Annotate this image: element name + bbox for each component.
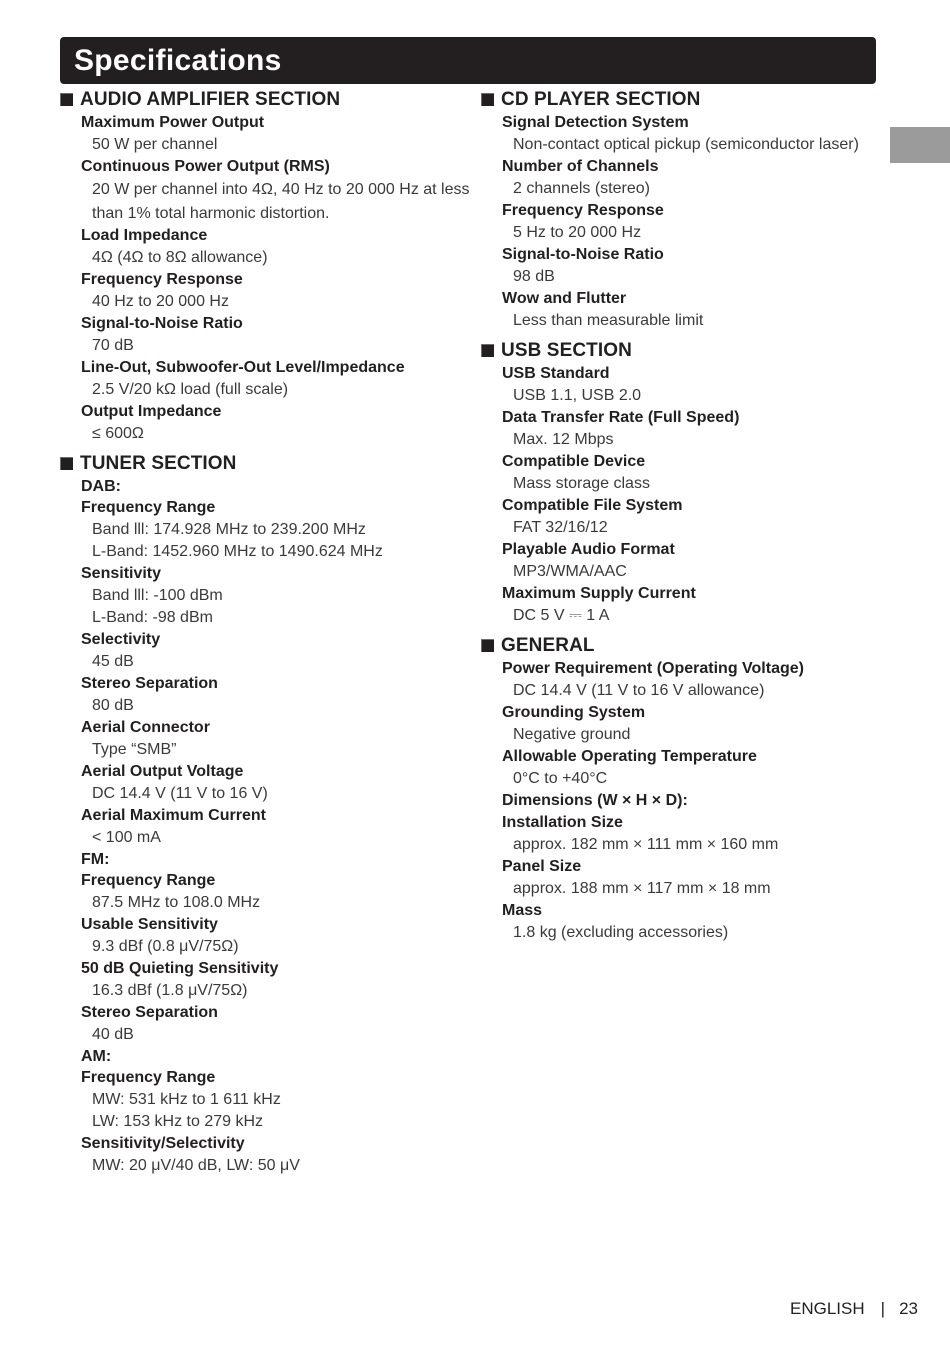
spec-value: 20 W per channel into 4Ω, 40 Hz to 20 000 Hz at less than 1% total harmonic distortion. xyxy=(92,181,470,222)
spec-label: Maximum Supply Current xyxy=(502,585,696,602)
section-heading xyxy=(60,451,470,476)
spec-item xyxy=(60,805,470,849)
spec-label: Aerial Output Voltage xyxy=(81,763,244,780)
usb-section xyxy=(481,338,881,627)
spec-list xyxy=(60,870,470,1046)
spec-item xyxy=(481,156,881,200)
spec-value: 2 channels (stereo) xyxy=(513,180,650,197)
spec-label: Line-Out, Subwoofer-Out Level/Impedance xyxy=(81,359,405,376)
spec-item xyxy=(60,1067,470,1133)
section-heading xyxy=(60,87,470,112)
spec-label: Sensitivity/Selectivity xyxy=(81,1135,245,1152)
section-heading xyxy=(481,338,881,363)
spec-item xyxy=(60,225,470,269)
spec-item xyxy=(481,451,881,495)
square-bullet-icon xyxy=(481,93,494,106)
spec-label: Continuous Power Output (RMS) xyxy=(81,158,330,175)
spec-value: MP3/WMA/AAC xyxy=(513,563,627,580)
spec-label: Compatible File System xyxy=(502,497,683,514)
spec-label: Data Transfer Rate (Full Speed) xyxy=(502,409,740,426)
side-tab xyxy=(890,127,950,163)
spec-value: MW: 531 kHz to 1 611 kHz xyxy=(92,1091,281,1108)
tuner-section xyxy=(60,451,470,1177)
spec-label: Output Impedance xyxy=(81,403,222,420)
spec-value: approx. 182 mm × 111 mm × 160 mm xyxy=(513,836,779,853)
spec-label: Signal Detection System xyxy=(502,114,689,131)
spec-item xyxy=(481,658,881,702)
spec-label: Signal-to-Noise Ratio xyxy=(81,315,243,332)
spec-value: Mass storage class xyxy=(513,475,650,492)
spec-label: Frequency Response xyxy=(502,202,664,219)
spec-list xyxy=(481,112,881,332)
spec-label: 50 dB Quieting Sensitivity xyxy=(81,960,279,977)
spec-value: 5 Hz to 20 000 Hz xyxy=(513,224,642,241)
spec-value: 87.5 MHz to 108.0 MHz xyxy=(92,894,261,911)
spec-value: 0°C to +40°C xyxy=(513,770,608,787)
spec-item xyxy=(60,497,470,563)
spec-value: Non-contact optical pickup (semiconductor laser) xyxy=(513,136,859,153)
spec-value: < 100 mA xyxy=(92,829,161,846)
spec-value: 45 dB xyxy=(92,653,134,670)
spec-label: Playable Audio Format xyxy=(502,541,675,558)
spec-value: approx. 188 mm × 117 mm × 18 mm xyxy=(513,880,771,897)
spec-label: Signal-to-Noise Ratio xyxy=(502,246,664,263)
spec-item xyxy=(60,629,470,673)
page-footer xyxy=(790,1299,918,1319)
spec-item xyxy=(60,313,470,357)
spec-item xyxy=(60,401,470,445)
spec-item xyxy=(60,156,470,225)
square-bullet-icon xyxy=(60,457,73,470)
spec-item xyxy=(481,112,881,156)
spec-label: Selectivity xyxy=(81,631,161,648)
spec-item xyxy=(60,958,470,1002)
spec-list xyxy=(481,658,881,944)
spec-item xyxy=(60,870,470,914)
spec-label: USB Standard xyxy=(502,365,610,382)
spec-item xyxy=(481,495,881,539)
subsection-am: AM: xyxy=(81,1048,112,1065)
spec-item xyxy=(481,900,881,944)
spec-item xyxy=(60,1133,470,1177)
title-bar xyxy=(60,37,876,84)
subsection-dab: DAB: xyxy=(81,478,121,495)
spec-label: Panel Size xyxy=(502,858,582,875)
spec-value: 98 dB xyxy=(513,268,555,285)
spec-item xyxy=(481,702,881,746)
page-number: 23 xyxy=(899,1299,918,1318)
square-bullet-icon xyxy=(481,344,494,357)
spec-value: 16.3 dBf (1.8 μV/75Ω) xyxy=(92,982,248,999)
spec-value: 9.3 dBf (0.8 μV/75Ω) xyxy=(92,938,239,955)
spec-value: Negative ground xyxy=(513,726,631,743)
spec-value: L-Band: 1452.960 MHz to 1490.624 MHz xyxy=(92,543,383,560)
spec-value: 80 dB xyxy=(92,697,134,714)
spec-label: Load Impedance xyxy=(81,227,208,244)
spec-label: Stereo Separation xyxy=(81,1004,218,1021)
footer-language: ENGLISH xyxy=(790,1299,865,1318)
section-heading xyxy=(481,87,881,112)
section-heading-text: USB SECTION xyxy=(501,339,632,361)
spec-label: Power Requirement (Operating Voltage) xyxy=(502,660,804,677)
section-heading xyxy=(481,633,881,658)
spec-value: DC 14.4 V (11 V to 16 V allowance) xyxy=(513,682,765,699)
spec-label: Grounding System xyxy=(502,704,646,721)
spec-item xyxy=(481,200,881,244)
spec-value: LW: 153 kHz to 279 kHz xyxy=(92,1113,264,1130)
spec-label: Aerial Connector xyxy=(81,719,210,736)
spec-value: Band lll: 174.928 MHz to 239.200 MHz xyxy=(92,521,366,538)
spec-value: Less than measurable limit xyxy=(513,312,704,329)
spec-item xyxy=(60,112,470,156)
section-heading-text: CD PLAYER SECTION xyxy=(501,88,701,110)
spec-item xyxy=(60,1002,470,1046)
spec-item xyxy=(481,244,881,288)
spec-list xyxy=(60,497,470,849)
spec-value: DC 5 V ⎓ 1 A xyxy=(513,607,610,624)
spec-item xyxy=(60,563,470,629)
spec-label: Number of Channels xyxy=(502,158,659,175)
section-heading-text: AUDIO AMPLIFIER SECTION xyxy=(80,88,341,110)
spec-label: Wow and Flutter xyxy=(502,290,627,307)
spec-value: USB 1.1, USB 2.0 xyxy=(513,387,642,404)
section-heading-text: GENERAL xyxy=(501,634,595,656)
spec-value: Band lll: -100 dBm xyxy=(92,587,223,604)
spec-item xyxy=(60,761,470,805)
spec-item xyxy=(481,288,881,332)
spec-label: Sensitivity xyxy=(81,565,162,582)
spec-item xyxy=(481,746,881,790)
spec-value: Type “SMB” xyxy=(92,741,177,758)
spec-value: 50 W per channel xyxy=(92,136,218,153)
spec-label: Frequency Range xyxy=(81,872,216,889)
spec-value: 1.8 kg (excluding accessories) xyxy=(513,924,729,941)
spec-label: Usable Sensitivity xyxy=(81,916,218,933)
spec-list xyxy=(60,1067,470,1177)
spec-value: 40 Hz to 20 000 Hz xyxy=(92,293,229,310)
spec-value: FAT 32/16/12 xyxy=(513,519,608,536)
spec-label: Compatible Device xyxy=(502,453,646,470)
spec-label: Installation Size xyxy=(502,814,623,831)
spec-label: Frequency Range xyxy=(81,1069,216,1086)
spec-value: 2.5 V/20 kΩ load (full scale) xyxy=(92,381,289,398)
spec-item xyxy=(481,790,881,812)
page-title: Specifications xyxy=(74,44,282,77)
spec-item xyxy=(481,363,881,407)
spec-value: MW: 20 μV/40 dB, LW: 50 μV xyxy=(92,1157,300,1174)
spec-item xyxy=(60,717,470,761)
spec-label: Aerial Maximum Current xyxy=(81,807,266,824)
spec-value: Max. 12 Mbps xyxy=(513,431,614,448)
spec-label: Mass xyxy=(502,902,543,919)
spec-item xyxy=(60,357,470,401)
spec-list xyxy=(60,112,470,445)
spec-label: Frequency Range xyxy=(81,499,216,516)
footer-separator: | xyxy=(880,1299,886,1318)
cd-player-section xyxy=(481,87,881,332)
left-column xyxy=(60,86,470,1183)
spec-item xyxy=(60,673,470,717)
general-section xyxy=(481,633,881,944)
spec-label: Dimensions (W × H × D): xyxy=(502,792,688,809)
right-column xyxy=(481,86,881,950)
spec-item xyxy=(481,583,881,627)
spec-value: 70 dB xyxy=(92,337,134,354)
spec-item xyxy=(60,914,470,958)
spec-label: Maximum Power Output xyxy=(81,114,265,131)
subsection-fm: FM: xyxy=(81,851,110,868)
square-bullet-icon xyxy=(60,93,73,106)
spec-list xyxy=(481,363,881,627)
spec-label: Allowable Operating Temperature xyxy=(502,748,757,765)
spec-value: ≤ 600Ω xyxy=(92,425,144,442)
spec-item xyxy=(481,407,881,451)
spec-value: DC 14.4 V (11 V to 16 V) xyxy=(92,785,268,802)
spec-label: Stereo Separation xyxy=(81,675,218,692)
square-bullet-icon xyxy=(481,639,494,652)
spec-value: 40 dB xyxy=(92,1026,134,1043)
spec-item xyxy=(481,856,881,900)
audio-amplifier-section xyxy=(60,87,470,445)
spec-item xyxy=(60,269,470,313)
spec-item xyxy=(481,812,881,856)
spec-label: Frequency Response xyxy=(81,271,243,288)
spec-value: L-Band: -98 dBm xyxy=(92,609,213,626)
spec-item xyxy=(481,539,881,583)
section-heading-text: TUNER SECTION xyxy=(80,452,237,474)
spec-value: 4Ω (4Ω to 8Ω allowance) xyxy=(92,249,268,266)
